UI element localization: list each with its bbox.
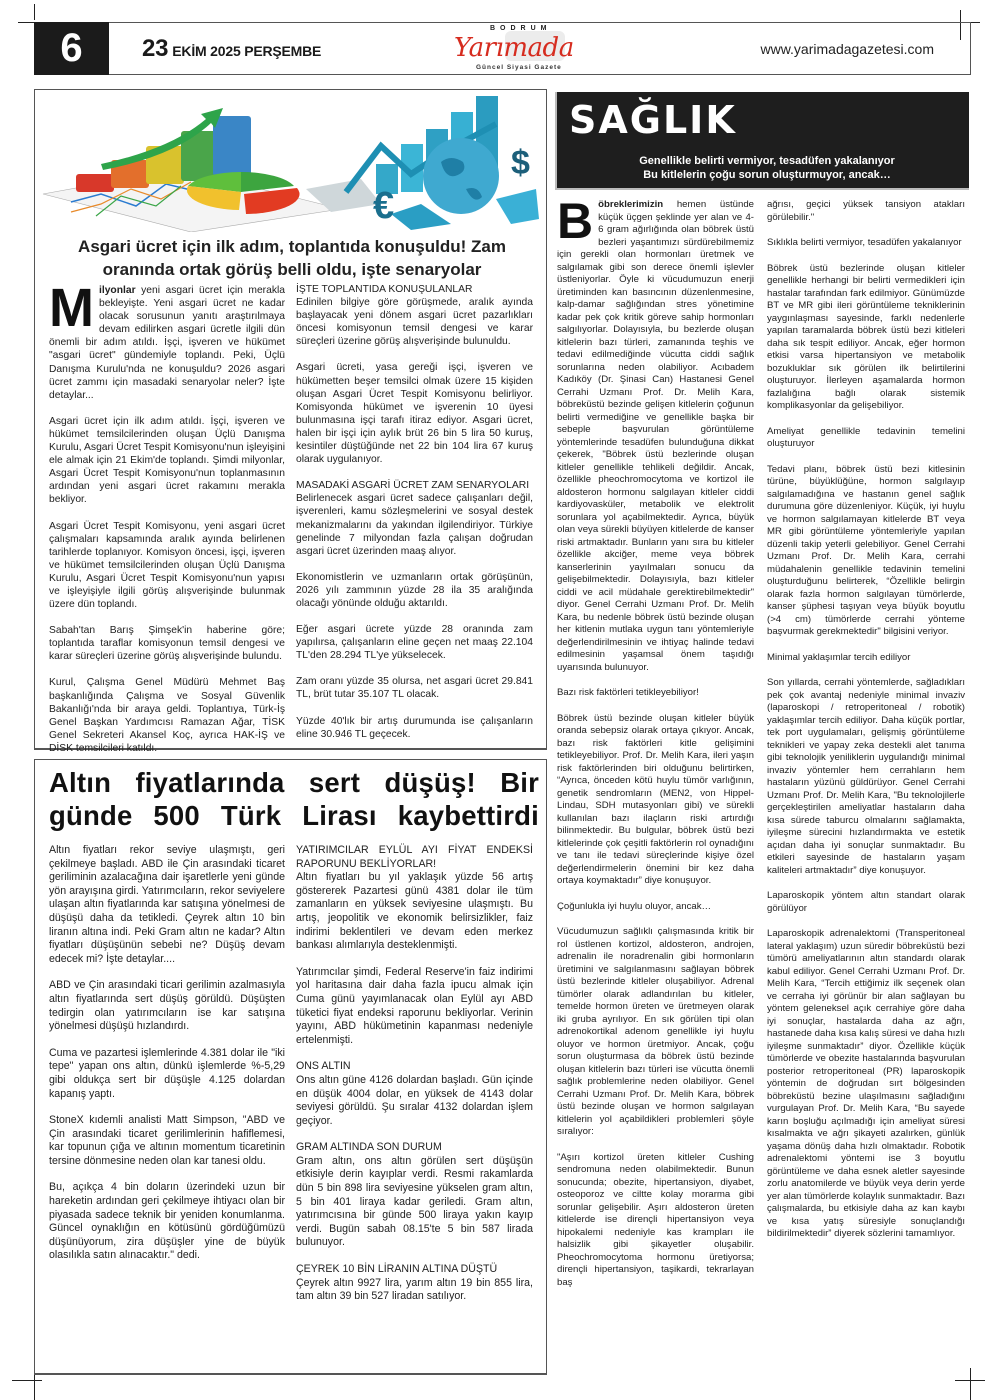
- subheading: Ameliyat genellikle tedavinin temelini oluşturuyor: [767, 425, 965, 449]
- subheading: ONS ALTIN: [296, 1060, 351, 1073]
- paragraph: Kurul, Çalışma Genel Müdürü Mehmet Baş başkanlığında Çalışma ve Sosyal Güvenlik Bakanlığı'nda bir araya geldi. Toplantıya, Türk-İş Genel Başkan Yardımcısı Ramazan Ağar, TİSK Genel Sekreteri Akansel Koç, ayrıca HAK-İŞ ve DİSK temsilcileri katıldı.: [49, 677, 285, 754]
- logo-top-text: BODRUM: [490, 25, 552, 32]
- subheadline-line-2: Bu kitlelerin çoğu sorun oluşturmuyor, ancak…: [643, 169, 891, 181]
- page-number: 6: [34, 22, 109, 75]
- paragraph: ABD ve Çin arasındaki ticari gerilimin azalmasıyla altın fiyatlarında sert düşüş görüldü. Düşüşten tedirgin olan yatırımcıların ise kar satışına yönelmesi düşüşü hızlandırdı.: [49, 979, 285, 1033]
- article-column-1: [49, 278, 285, 768]
- article-headline: Asgari ücret için ilk adım, toplantıda konuşuldu! Zam oranında ortak görüş belli oldu, işte senaryolar: [78, 237, 506, 279]
- section-title: SAĞLIK: [569, 98, 737, 142]
- section-subheadline: [597, 154, 937, 182]
- health-column-2: [767, 199, 965, 1254]
- paragraph: ağrısı, geçici yüksek tansiyon atakları görülebilir.": [767, 199, 965, 223]
- subheading: Sıklıkla belirti vermiyor, tesadüfen yakalanıyor: [767, 237, 962, 248]
- map-piece: [496, 189, 539, 224]
- paragraph: Bu, açıkça 4 bin doların üzerindeki uzun bir hareketin ardından geri çekilmeye ihtiyacı olan bir piyasada sadece teknik bir yeniden konumlanma. Güncel oynaklığın en kötüsünü gördüğümüzü düşünüyorum, zira düşüşler yine de büyük olasılıkla satın alınacaktır." dedi.: [49, 1181, 285, 1262]
- logo-subtitle: Güncel Siyasi Gazete: [476, 64, 562, 71]
- globe: [423, 138, 499, 214]
- paragraph: Ekonomistlerin ve uzmanların ortak görüşünün, 2026 yılı zammının yüzde 28 ila 35 aralığında olacağı yönünde olduğu aktarıldı.: [296, 571, 533, 609]
- bar-red: [76, 174, 114, 192]
- date-month-year-weekday: EKİM 2025 PERŞEMBE: [172, 42, 322, 59]
- paragraph: Asgari ücret için ilk adım atıldı. İşçi, işveren ve hükümet temsilcilerinden oluşan Üçlü Danışma Kurulu, Asgari Ücret Tespit Komisyonu'nun işleyişini ele almak için 21 Ekim'de toplandı. Şimdi milyonlar, Asgari Ücret Tespit Komisyonu'nun toplanmasının ardından yeni asgari ücret rakamını merakla bekliyor.: [49, 415, 285, 506]
- subheading: Laparoskopik yöntem altın standart olarak görülüyor: [767, 890, 965, 914]
- article-minimum-wage: [34, 89, 547, 754]
- finance-graphics-image: [41, 94, 541, 232]
- subheading: Çoğunlukla iyi huylu oluyor, ancak…: [557, 900, 712, 912]
- paragraph: Asgari Ücret Tespit Komisyonu, yeni asgari ücret çalışmaları kapsamında aralık ayında belirlenen tarihlerde toplanıyor. Komisyon öncesi, işçi, işveren ve hükümet temsilcilerinden oluşan Üçlü Danışma Kurulu, Asgari Ücret Tespit Komisyonu'nun yapısı ve işleyişiyle ilgili görüş alışverişinde bulunmak üzere dün toplandı.: [49, 520, 285, 611]
- article-headline: Altın fiyatlarında sert düşüş! Bir günde 500 Türk Lirası kaybettirdi: [49, 767, 539, 831]
- article-gold-prices: [34, 759, 547, 1375]
- paragraph: Son yıllarda, cerrahi yöntemlerde, sağladıkları pek çok avantaj nedeniyle minimal invaziv (laparoskopi / retroperitoneal / robotik) yaklaşımlar tercih ediliyor. Daha küçük portlar, tek port uygulamaları, gelişmiş görüntüleme teknikleri ve yapay zeka destekli alet tanıma gibi teknolojik yeniliklerin uygulandığı minimal invaziv yöntemler hem cerrahların hem hastaların yüzünü güldürüyor. Genel Cerrahi Uzmanı Prof. Dr. Melih Kara, "Bu teknolojilerle gerçekleştirilen ameliyatlar hastaların daha kısa sürede taburcu olmalarını sağlamakta, iyileşme sürecini hızlandırmakta ve estetik açıdan daha iyi sonuçlar sunmaktadır. Bu etkileri sayesinde de hastaların yaşam kaliteleri artmaktadır” diye konuşuyor.: [767, 677, 965, 876]
- crop-mark: [970, 1368, 971, 1400]
- crop-mark: [34, 4, 35, 20]
- website-link[interactable]: www.yarimadagazetesi.com: [760, 41, 934, 57]
- paragraph: Sabah'tan Barış Şimşek'in haberine göre; toplantıda taraflar komisyonun temsil dengesi ve karar süreçleri üzerine görüş alışverişinde bulundu.: [49, 625, 285, 663]
- paragraph: Ons altın güne 4126 dolardan başladı. Gün içinde en düşük 4004 dolar, en yüksek de 4143 dolar seviyesi görüldü. Şu sıralar 4132 dolardan işlem geçiyor.: [296, 1073, 533, 1127]
- newspaper-logo: [420, 25, 595, 74]
- dollar-symbol: $: [511, 144, 530, 182]
- lead-word: ilyonlar: [98, 285, 136, 296]
- subheading: GRAM ALTINDA SON DURUM: [296, 1141, 442, 1154]
- paragraph: Vücudumuzun sağlıklı çalışmasında kritik bir rol üstlenen kortizol, aldosteron, androjen, adrenalin ile noradrenalin gibi hormonların üretimini ve salgılanmasını sağlayan böbrek üstü bezlerinde kitleler oluşabiliyor. Adrenal tümörler olarak adlandırılan bu kitleler, temelde hormon üreten ve üretmeyen olarak iki gruba ayrılıyor. En sık görülen tipi olan adrenokortikal adenom genellikle iyi huylu oluyor ve hormon üretmiyor. Ancak, çoğu sorun oluşturmasa da böbrek üstü bezinde oluşan kitlelerin bazı türleri ise vücutta önemli sağlık problemlerine neden olabiliyor. Genel Cerrahi Uzmanı Prof. Dr. Melih Kara, böbrek üstü bezinde oluşan ve hormon salgılayan kitlelerin yol açabildikleri problemleri şöyle sıralıyor:: [557, 926, 754, 1137]
- paragraph: Asgari ücreti, yasa gereği işçi, işveren ve hükümetten beşer temsilci olmak üzere 15 kişiden oluşan Asgari Ücret Tespit Komisyonu belirliyor. Komisyonda hükümet ve işverenin 10 üyesi bulunmasına işçi tarafı itiraz ediyor. Asgari ücret, halen bir işçi için aylık brüt 26 bin 5 lira 50 kuruş, kesintiler düştüğünde net 22 bin 104 lira 67 kuruş olarak uygulanıyor.: [296, 362, 533, 466]
- subheading: ÇEYREK 10 BİN LİRANIN ALTINA DÜŞTÜ: [296, 1263, 498, 1276]
- crop-mark: [12, 1380, 42, 1381]
- euro-symbol: €: [373, 185, 395, 227]
- paragraph: Laparoskopik adrenalektomi (Transperitoneal lateral yaklaşım) uzun süredir böbreküstü bezi tümörü ameliyatlarının altın standardı olarak kabul ediliyor. Genel Cerrahi Uzmanı Prof. Dr. Melih Kara, “Tercih ettiğimiz ilk seçenek olan ve cerraha iyi görünür bir alan sağlayan bu yöntem geleneksel açık cerrahiye göre daha iyi sonuçlar, hastalarda daha az ağrı, hastanede daha kısa kalış süresi ve daha hızlı iyileşme sunmaktadır” diyor. Özellikle küçük tümörlerde ve obezite hastalarında başvurulan posterior retroperitoneal (PR) laparoskopik yöntemin de doğrudan sırt bölgesinden böbreküstü bezine ulaşılmasını sağladığını vurgulayan Prof. Dr. Melih Kara, “Bu sayede karın boşluğu açılmadığı için ameliyat süresi kısalmakta ve ağrı şikayeti azalırken, günlük yaşama dönüş daha hızlı olmaktadır. Robotik adrenalektomi yöntemi ise 3 boyutlu görüntüleme ve daha esnek aletler sayesinde zorlu anatomilerde ve büyük veya derin yerde yer alan tümörlerde kolaylık sunmaktadır. Bazı çalışmalarda, bu etkisiyle daha az kan kaybı ve kısa yatış süresiyle sonuçlandığı bildirilmektedir” diyerek sözlerini tamamlıyor.: [767, 928, 965, 1239]
- paragraph: "Aşırı kortizol üreten kitleler Cushing sendromuna neden olabilmektedir. Bunun sonucunda; obezite, hipertansiyon, diyabet, osteoporoz ve ciltte kolay morarma gibi sorunlar gelişebilir. Aşırı aldosteron üreten kitlelerde ise dirençli hipertansiyon veya hipokalemi nedeniyle kas krampları ile halsizlik gibi şikayetler oluşabilir. Pheochromocytoma hormonu üretiyorsa; dirençli hipertansiyon, taşikardi, tekrarlayan baş: [557, 1151, 754, 1288]
- subheading: Minimal yaklaşımlar tercih ediliyor: [767, 651, 911, 663]
- paragraph: Cuma ve pazartesi işlemlerinde 4.381 dolar ile "iki tepe" yapan ons altın, dünkü işlemlerde %-5,29 gibi oldukça sert bir düşüşle 4.125 dolardan kapanış yaptı.: [49, 1046, 285, 1100]
- page-header: [34, 22, 971, 75]
- paragraph: hemen üstünde küçük üçgen şeklinde yer alan ve 4-6 gram ağırlığında olan böbrek üstü bezleri yaşantımızı sürdürebilmemiz için gerekli olan hormonları üretmek ve salgılamak gibi son derece önemli işlevler üstleniyorlar. Öyle ki vücudumuzun enerji üretiminden kan basıncının düzenlenmesine, kalp-damar sağlığından stres yönetimine kadar pek çok kritik göreve sahip hormonları salgılıyorlar. Dolayısıyla, bu bezlerde oluşan kitlelerin bazı türleri, zamanında teşhis ve tedavi edilmediğinde vücutta ciddi sağlık sorunlarına neden olabiliyor. Acıbadem Kadıköy (Dr. Şinasi Can) Hastanesi Genel Cerrahi Uzmanı Prof. Dr. Melih Kara, böbreküstü bezinde gelişen kitlelerin çoğunun belirti vermediğine ve genellikle başka bir sebeple başvurulan görüntüleme yöntemlerinde tesadüfen bulunduğuna dikkat çekerek, "Böbrek üstü bezlerinde oluşan kitleler genellikle tehlikeli değildir. Ancak, özellikle pheochromocytoma ve kortizol ile aldosteron hormonu salgılayan kitleler ciddi kardiyovasküler, metabolik ve elektrolit sorunlara yol açabilmektedir. Ayrıca, büyük olan veya sürekli büyüyen kitlelerde de kanser riski artmaktadır. Bunların yanı sıra bu kitleler özellikle akciğer, meme veya böbrek kanserlerinin yayılmaları sonucu da gelişebilmektedir. Dolayısıyla, bazı kitleler ciddi ve acil müdahale gerektirebilmektedir" diyor. Genel Cerrahi Uzmanı Prof. Dr. Melih Kara, bu nedenle böbrek üstü bezinde oluşan her kitlenin mutlaka uygun tanı yöntemleriyle değerlendirilmesinin ve ihtiyaç halinde tedavi edilmesinin yaşamsal önem taşıdığı uyarısında bulunuyor.: [557, 199, 754, 673]
- paragraph: Zam oranı yüzde 35 olursa, net asgari ücret 29.841 TL, brüt tutar 35.107 TL olacak.: [296, 676, 533, 701]
- subheading: YATIRIMCILAR EYLÜL AYI FİYAT ENDEKSİ RAPORUNU BEKLİYORLAR!: [296, 844, 533, 870]
- drop-cap: M: [49, 278, 94, 338]
- paragraph: Edinilen bilgiye göre görüşmede, aralık ayında başlayacak yeni dönem asgari ücret pazarlıkları öncesi komisyonun temsil dengesi ve karar süreçleri üzerine görüş alışverişinde bulunuldu.: [296, 297, 533, 348]
- subheading: İŞTE TOPLANTIDA KONUŞULANLAR: [296, 284, 473, 295]
- paragraph: Yüzde 40'lık bir artış durumunda ise çalışanların eline 30.946 TL geçecek.: [296, 715, 533, 740]
- lead-word: öbreklerimizin: [598, 199, 664, 210]
- paragraph: Çeyrek altın 9927 lira, yarım altın 19 bin 855 lira, tam altın 39 bin 527 liradan satılıyor.: [296, 1276, 533, 1303]
- paragraph: Gram altın, ons altın görülen sert düşüşün etkisiyle derin kayıplar verdi. Resmi rakamlarda dün 5 bin 898 lira seviyesine yükselen gram altın, 5 bin 401 liraya kadar geriledi. Gram altın, yatırımcısına bir günde 500 liraya yakın kayıp verdi. Bugün sabah 08.15'te 5 bin 587 lirada bulunuyor.: [296, 1154, 533, 1249]
- subheading: Bazı risk faktörleri tetikleyebiliyor!: [557, 687, 699, 698]
- paragraph: Böbrek üstü bezinde oluşan kitleler büyük oranda sebepsiz olarak ortaya çıkıyor. Ancak, bazı risk faktörleri kitle gelişimini tetikleyebiliyor. Prof. Dr. Melih Kara, ileri yaşın risk faktörlerinden biri olduğunu belirtirken, “Ayrıca, önceden kötü huylu tümör varlığının, genetik sendromların (MEN2, von Hippel-Lindau, SDH mutasyonları gibi) ve sürekli kullanılan bazı ilaçların riski artırdığı bilinmektedir. Bu bulgular, böbrek üstü bezi kitlelerinde çok çeşitli faktörlerin rol oynadığını ve tanı ile tedavi süreçlerinde kişiye özel değerlendirmelerin önemini bir kez daha ortaya koymaktadır” diye konuşuyor.: [557, 712, 754, 886]
- paragraph: yeni asgari ücret için merakla bekleyişte. Yeni asgari ücret ne kadar olacak sorusunun yanıtı araştırılmaya devam edilirken asgari ücretle ilgili dün önemli bir adım atıldı. İşçi, işveren ve hükümet "asgari ücret" gündemiyle toplandı. Peki, Üçlü Danışma Kurulu'nda ne konuşuldu? 2026 asgari ücret zammı için masadaki senaryolar neler? İşte detaylar...: [49, 285, 285, 401]
- finance-illustration: [41, 94, 541, 232]
- article-column-2: [296, 283, 533, 754]
- subheadline-line-1: Genellikle belirti vermiyor, tesadüfen yakalanıyor: [639, 155, 895, 167]
- subheading: MASADAKİ ASGARİ ÜCRET ZAM SENARYOLARI: [296, 480, 530, 492]
- logo-name: Yarımada: [454, 33, 574, 63]
- paragraph: Eğer asgari ücrete yüzde 28 oranında zam yapılırsa, çalışanların eline geçen net maaş 22.104 TL'den 28.294 TL'ye yükselecek.: [296, 624, 533, 662]
- paragraph: Altın fiyatları rekor seviye ulaşmıştı, geri çekilmeye başladı. ABD ile Çin arasındaki ticaret geriliminin azalacağına dair işaretlerle yeni günde yön arayışına girdi. Yatırımcıların, rekor seviyelere ulaşan altın fiyatlarında kar satışına yönelmesi de düşüşü daha da tetikledi. Çeyrek altın 10 bin liranın altına indi. Peki Gram altın ne kadar? Altın fiyatları düşüşünün sebebi ne? Düşüş devam edecek mi? İşte detaylar....: [49, 844, 285, 965]
- paragraph: Altın fiyatları bu yıl yaklaşık yüzde 56 artış göstererek Pazartesi günü 4381 dolar ile tüm zamanların en yüksek seviyesine ulaşmıştı. Bu artış, jeopolitik ve ekonomik belirsizlikler, faiz indirimi beklentileri ve devam eden merkez bankası alımlarıyla desteklenmişti.: [296, 871, 533, 952]
- article-column-1: [49, 844, 285, 1276]
- bar-blue: [213, 116, 251, 176]
- health-section-banner: [555, 92, 969, 190]
- paragraph: Böbrek üstü bezlerinde oluşan kitleler genellikle herhangi bir belirti vermedikleri için hastalar tarafından fark edilmiyor. Günümüzde BT ve MR gibi ileri görüntüleme tekniklerinin yaygınlaşması sayesinde, farklı nedenlerle yapılan taramalarda böbrek üstü bezi kitleleri daha sık tespit ediliyor. Ancak, eğer hormon etkisi varsa hipertansiyon ve metabolik bozukluklar sık görülen ilk belirtilerini oluşturuyor. İlerleyen aşamalarda hormon fazlalığına bağlı olarak sistemik komplikasyonlar da gelişebiliyor.: [767, 262, 965, 411]
- health-column-1: [557, 193, 754, 1302]
- drop-cap: B: [557, 193, 594, 249]
- date-day: 23: [142, 34, 169, 62]
- paragraph: StoneX kıdemli analisti Matt Simpson, "ABD ve Çin arasındaki ticaret gerilimlerinin hafiflemesi, kar topunun çığa ve altının momentum ticaretinin tersine dönmesine neden olan kar tanesi oldu.: [49, 1114, 285, 1167]
- paragraph: Tedavi planı, böbrek üstü bezi kitlesinin türüne, büyüklüğüne, hormon salgılayıp salgılamadığına ve hastanın genel sağlık durumuna göre düzenleniyor. Küçük, iyi huylu ve hormon salgılamayan kitlelerde BT veya MR gibi görüntüleme yöntemleriyle yapılan düzenli takip yeterli gelebiliyor. Genel Cerrahi Uzmanı Prof. Dr. Melih Kara, cerrahi müdahalenin genellikle tedavinin temelini oluşturduğunu belirterek, “Özellikle belirgin olarak fazla hormon salgılayan tümörlerde, kanser şüphesi taşıyan veya büyük boyutlu (>4 cm) tümörlerde cerrahi yönteme başvurmak gerekmektedir" bilgisini veriyor.: [767, 463, 965, 637]
- paragraph: Yatırımcılar şimdi, Federal Reserve'in faiz indirimi yol haritasına dair daha fazla ipucu almak için Cuma günü yayımlanacak olan Eylül ayı ABD tüketici fiyat endeksi raporunu bekliyorlar. Verinin yayını, ABD hükümetinin kapanması nedeniyle ertelenmişti.: [296, 965, 533, 1046]
- issue-date: [142, 35, 321, 63]
- article-column-2: [296, 844, 533, 1317]
- paragraph: Belirlenecek asgari ücret sadece çalışanları değil, işverenleri, kamu sözleşmelerini ve sosyal destek mekanizmalarını da yakından ilgilendiriyor. Türkiye genelinde 7 milyondan fazla çalışan doğrudan asgari ücret üzerinden maaş alıyor.: [296, 493, 533, 557]
